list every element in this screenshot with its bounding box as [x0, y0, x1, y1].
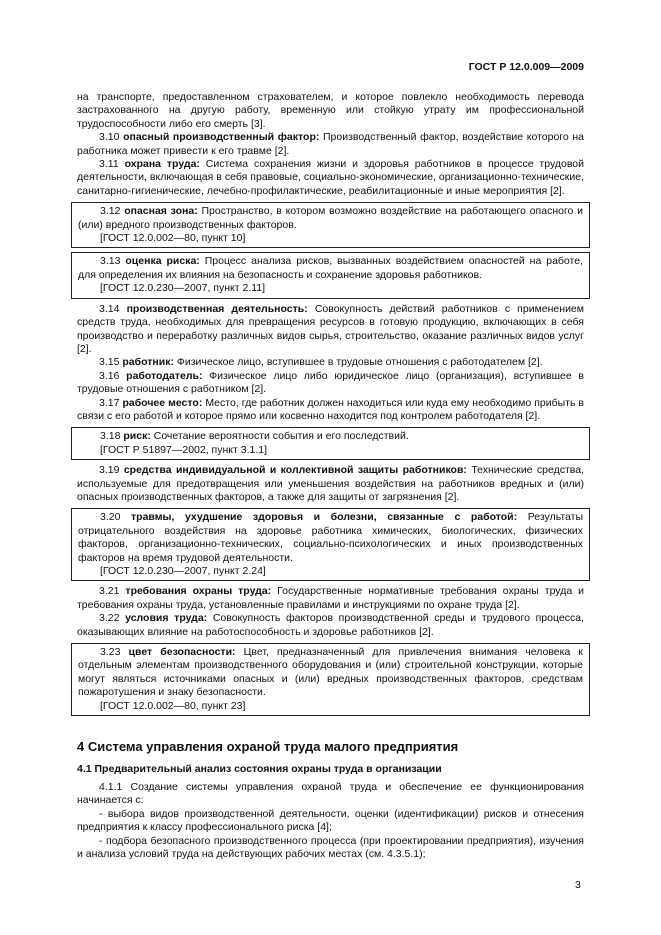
definition-body: Сочетание вероятности события и его последствий. — [150, 430, 409, 443]
definition-body: Пространство, в котором возможно воздействие на работающего опасного и (или) вредного производственных факторов. — [78, 205, 583, 231]
definition-number: 3.15 — [99, 356, 120, 369]
definition-number: 3.19 — [99, 464, 120, 477]
subsection-heading: 4.1 Предварительный анализ состояния охраны труда в организации — [77, 763, 442, 776]
definition-text — [78, 430, 583, 443]
page-number: 3 — [575, 879, 581, 891]
definition-body: Совокупность действий работников с применением средств труда, необходимых для превращения ресурсов в готовую продукцию, включающих в себя производство и переработку различных видов сырья, строительство, оказание различных видов услуг [2]. — [77, 302, 584, 355]
definition-item — [77, 131, 584, 158]
definition-text — [78, 511, 583, 565]
definition-item — [77, 303, 584, 357]
definition-item — [77, 158, 584, 198]
definition-item — [77, 370, 584, 397]
definition-term: цвет безопасности: — [128, 646, 236, 659]
definition-body: Производственный фактор, воздействие которого на работника может привести к его травме [2]. — [77, 131, 584, 157]
definitions-list — [77, 131, 584, 716]
definition-text — [77, 356, 584, 369]
definition-number: 3.13 — [100, 255, 121, 268]
definition-body: Совокупность факторов производственной среды и трудового процесса, оказывающих влияние на работоспособность и здоровье работников [2]. — [77, 612, 584, 638]
definition-term: требования охраны труда: — [125, 585, 272, 598]
definition-number: 3.23 — [100, 646, 121, 659]
document-header: ГОСТ Р 12.0.009—2009 — [468, 61, 584, 73]
definition-body: Физическое лицо либо юридическое лицо (организация), вступившее в трудовые отношения с работником [2]. — [77, 369, 585, 396]
definition-text — [77, 370, 584, 397]
definition-term: травмы, ухудшение здоровья и болезни, связанные с работой: — [131, 511, 518, 524]
definition-term: работодатель: — [126, 369, 203, 382]
definition-box — [71, 252, 590, 298]
definition-reference: [ГОСТ 12.0.230—2007, пункт 2.11] — [100, 282, 266, 295]
definition-text — [78, 646, 583, 700]
definition-number: 3.16 — [99, 369, 120, 382]
definition-body: Место, где работник должен находиться или куда ему необходимо прибыть в связи с его работой и которое прямо или косвенно находится под контролем работодателя [2]. — [77, 396, 585, 422]
definition-text — [77, 158, 584, 198]
definition-box — [71, 643, 590, 716]
definition-number: 3.18 — [100, 430, 121, 443]
definition-body: Система сохранения жизни и здоровья работников в процессе трудовой деятельности, включающая в себя правовые, социально-экономические, организационно-технические, санитарно-гигиенические, лечебно-профилактические, реабилитационные и иные мероприятия [2]. — [77, 158, 584, 197]
definition-body: Цвет, предназначенный для привлечения внимания человека к отдельным элементам производственного оборудования и (или) строительной конструкции, которые могут являться источниками опасных и (или) вредных производственных факторов, средствам пожаротушения и знаку безопасности. — [78, 646, 583, 699]
list-item: - выбора видов производственной деятельности, оценки (идентификации) рисков и отнесения предприятия к классу профессионального риска [4]; — [77, 807, 584, 834]
definition-box — [71, 202, 590, 248]
definition-number: 3.12 — [100, 205, 121, 218]
definition-box — [71, 427, 590, 460]
definition-text — [77, 303, 584, 357]
definition-text — [77, 612, 584, 639]
definition-number: 3.11 — [99, 158, 119, 171]
definition-number: 3.21 — [99, 585, 120, 598]
definition-item — [77, 464, 584, 504]
definition-number: 3.14 — [99, 302, 120, 315]
definition-term: производственная деятельность: — [126, 302, 308, 315]
definition-number: 3.10 — [99, 131, 120, 144]
definition-reference: [ГОСТ 12.0.002—80, пункт 23] — [100, 699, 246, 712]
definition-term: риск: — [123, 430, 151, 443]
intro-paragraph: на транспорте, предоставленном страхователем, и которое повлекло необходимость перевода застрахованного на другую работу, временную или стойкую утрату им профессиональной трудоспособности либо его смерть [3]. — [77, 91, 584, 130]
document-body — [77, 91, 584, 861]
definition-reference: [ГОСТ 12.0.230—2007, пункт 2.24] — [100, 565, 266, 577]
definition-box — [71, 508, 590, 581]
definition-text — [78, 205, 583, 232]
definition-term: условия труда: — [125, 612, 208, 625]
definition-reference: [ГОСТ 12.0.002—80, пункт 10] — [100, 232, 246, 245]
definition-text — [77, 131, 584, 158]
definition-body: Государственные нормативные требования охраны труда и требования охраны труда, установленные правилами и инструкциями по охране труда [2]. — [77, 585, 584, 611]
definition-item — [77, 585, 584, 612]
definition-term: опасный производственный фактор: — [123, 131, 320, 144]
definition-term: оценка риска: — [125, 255, 200, 268]
definition-item — [77, 612, 584, 639]
definition-number: 3.17 — [99, 396, 120, 409]
definition-term: охрана труда: — [124, 158, 200, 171]
definition-term: опасная зона: — [124, 205, 198, 218]
definition-item — [77, 397, 584, 424]
definition-number: 3.22 — [99, 612, 120, 625]
definition-item — [77, 356, 584, 369]
definition-term: работник: — [122, 356, 174, 369]
paragraph-4-1-1: 4.1.1 Создание системы управления охраной труда и обеспечение ее функционирования начинается с: — [77, 780, 584, 807]
definition-term: средства индивидуальной и коллективной защиты работников: — [123, 464, 467, 477]
definition-number: 3.20 — [100, 511, 121, 524]
list-item: - подбора безопасного производственного процесса (при проектировании предприятия), изучения и анализа условий труда на действующих рабочих местах (см. 4.3.5.1); — [77, 834, 584, 860]
definition-reference: [ГОСТ Р 51897—2002, пункт 3.1.1] — [100, 443, 268, 456]
definition-text — [77, 585, 584, 612]
definition-text — [78, 255, 583, 282]
definition-body: Результаты отрицательного воздействия на здоровье работника химических, биологических, физических факторов, организационно-технических, социально-психологических и иных производственных факторов на время трудовой деятельности. — [78, 511, 584, 564]
definition-text — [77, 397, 584, 424]
definition-body: Физическое лицо, вступившее в трудовые отношения с работодателем [2]. — [173, 356, 543, 369]
section-heading: 4 Система управления охраной труда малого предприятия — [77, 739, 459, 755]
definition-term: рабочее место: — [122, 396, 203, 409]
definition-body: Технические средства, используемые для предотвращения или уменьшения воздействия на работников вредных и (или) опасных производственных факторов, а также для защиты от загрязнения [2]. — [77, 464, 585, 503]
definition-text — [77, 464, 584, 504]
definition-body: Процесс анализа рисков, вызванных воздействием опасностей на работе, для определения их влияния на безопасность и сохранение здоровья работников. — [78, 255, 583, 281]
